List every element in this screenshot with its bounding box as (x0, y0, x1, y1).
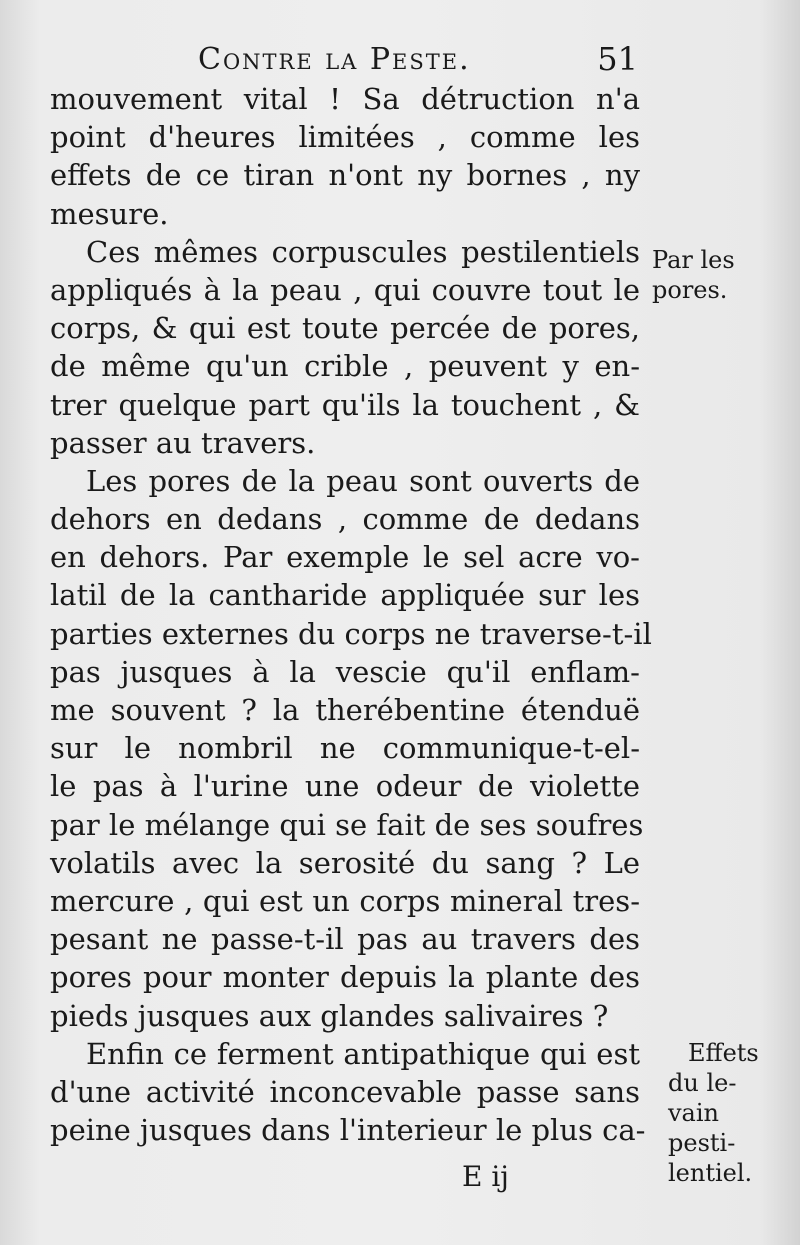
margin-note-line: lentiel. (668, 1159, 753, 1187)
text-line: pieds jusques aux glandes salivaires ? (50, 998, 609, 1033)
margin-note-effets (668, 1038, 783, 1188)
text-line: trer quelque part qu'ils la touchent , & (50, 387, 640, 422)
text-line: en dehors. Par exemple le sel acre vo- (50, 540, 640, 575)
margin-note-line: pesti- (668, 1129, 736, 1157)
text-line: dehors en dedans , comme de dedans (50, 502, 640, 537)
text-line: pores pour monter depuis la plante des (50, 960, 640, 995)
text-line: mercure , qui est un corps mineral tres- (50, 883, 640, 918)
margin-note-line: pores. (652, 276, 728, 304)
text-line: Les pores de la peau sont ouverts de (86, 463, 640, 498)
body-text (50, 80, 652, 1149)
text-line: mouvement vital ! Sa détruction n'a (50, 82, 640, 116)
margin-note-line: Par les (652, 246, 735, 274)
catchword-signature: E ij (462, 1160, 509, 1193)
running-title: Contre la Peste. (198, 42, 471, 77)
text-line: pesant ne passe-t-il pas au travers des (50, 922, 640, 957)
text-line: parties externes du corps ne traverse-t-il (50, 616, 652, 651)
margin-note-line: du le- (668, 1069, 737, 1097)
text-line: Enfin ce ferment antipathique qui est (86, 1036, 640, 1071)
margin-note-line: Effets (688, 1039, 759, 1067)
text-line: de même qu'un crible , peuvent y en- (50, 349, 640, 384)
text-line: le pas à l'urine une odeur de violette (50, 769, 640, 804)
margin-note-line: vain (668, 1099, 719, 1127)
text-line: Ces mêmes corpuscules pestilentiels (86, 234, 640, 269)
text-line: corps, & qui est toute percée de pores, (50, 311, 640, 346)
text-line: pas jusques à la vescie qu'il enflam- (50, 654, 640, 689)
text-line: latil de la cantharide appliquée sur les (50, 578, 640, 613)
text-line: sur le nombril ne communique-t-el- (50, 731, 640, 766)
margin-note-pores (652, 245, 792, 305)
text-line: me souvent ? la therébentine étenduë (50, 693, 640, 727)
page-number: 51 (597, 40, 638, 78)
text-line: d'une activité inconcevable passe sans (50, 1074, 640, 1109)
text-line: point d'heures limitées , comme les (50, 120, 640, 155)
text-line: par le mélange qui se fait de ses soufres (50, 807, 644, 842)
text-line: appliqués à la peau , qui couvre tout le (50, 272, 640, 307)
text-line: peine jusques dans l'interieur le plus ca- (50, 1113, 646, 1148)
text-line: mesure. (50, 196, 169, 231)
text-line: passer au travers. (50, 425, 316, 460)
text-line: volatils avec la serosité du sang ? Le (50, 845, 640, 880)
text-line: effets de ce tiran n'ont ny bornes , ny (50, 158, 640, 193)
